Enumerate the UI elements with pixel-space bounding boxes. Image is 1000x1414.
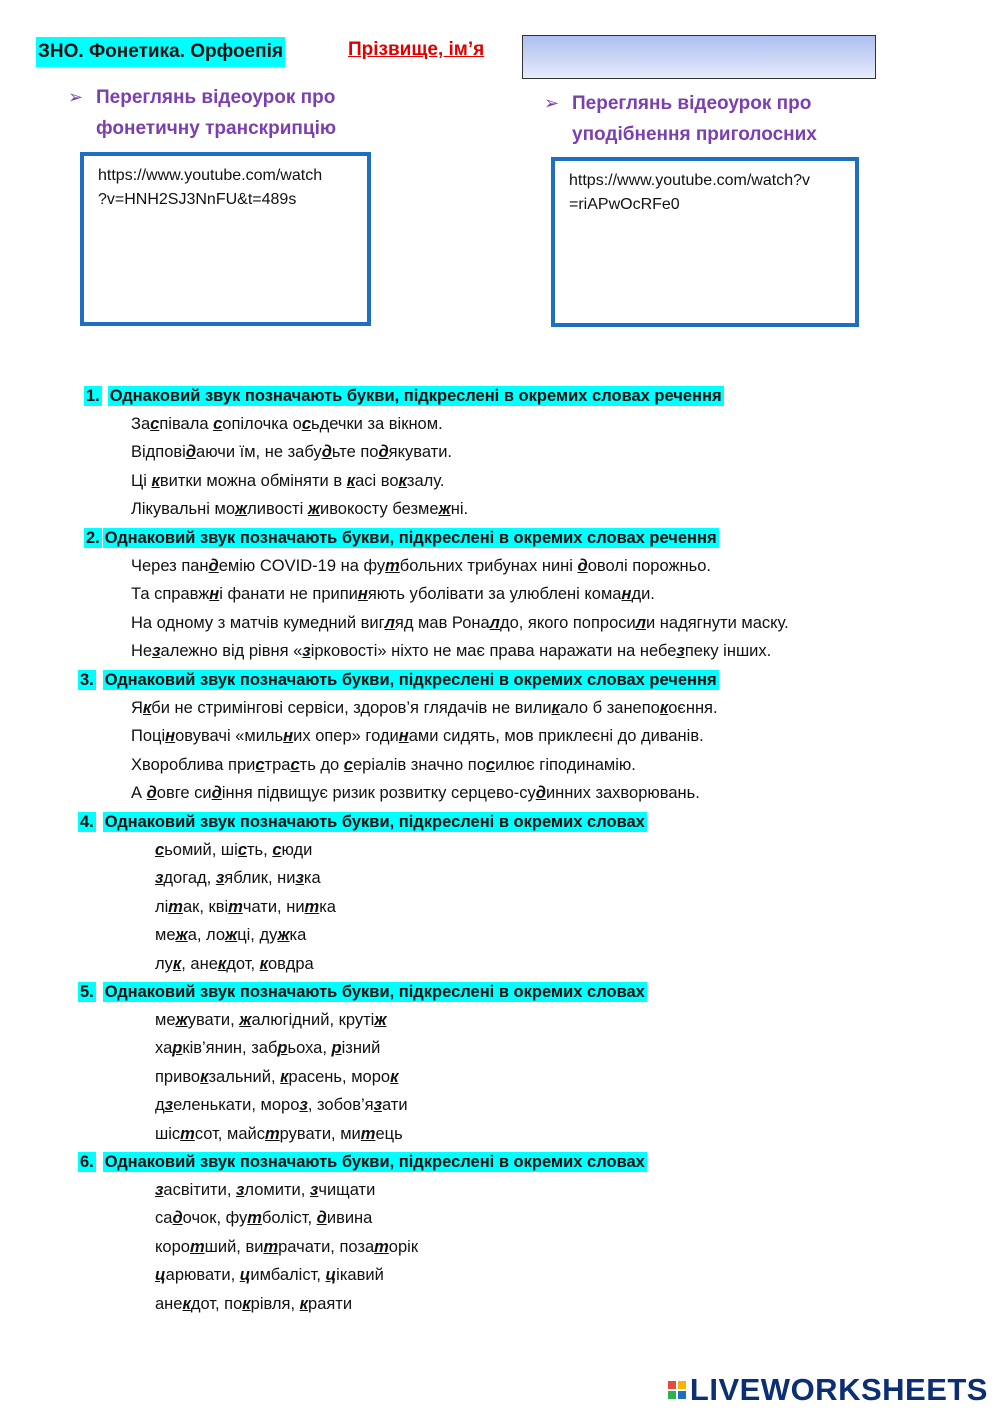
answer-option[interactable] (131, 497, 468, 521)
option-text: арювати, (165, 1266, 240, 1285)
underlined-letter: к (659, 699, 669, 717)
underlined-letter: з (373, 1096, 382, 1115)
underlined-letter: т (180, 1124, 195, 1143)
option-text: ший, ви (204, 1237, 264, 1256)
question-heading (78, 980, 647, 1004)
option-text: якувати. (388, 443, 452, 462)
underlined-letter: ц (325, 1266, 337, 1285)
question-heading (84, 384, 724, 408)
answer-option[interactable] (155, 1093, 408, 1117)
option-text: ні. (450, 500, 469, 519)
logo-square-red (668, 1381, 676, 1389)
option-text: юди (281, 841, 313, 859)
option-text: Відпові (131, 443, 186, 462)
question-instruction: Однаковий звук позначають букви, підкреслені в окремих словах речення (104, 529, 717, 547)
option-text: яють уболівати за улюблені кома (367, 585, 622, 604)
answer-option[interactable] (155, 1178, 375, 1202)
option-text: ка (289, 926, 307, 945)
option-text: витки можна обміняти в (159, 471, 347, 490)
question-number: 2. (86, 529, 100, 547)
underlined-letter: ж (239, 1011, 252, 1029)
option-text: яблик, ни (224, 869, 296, 888)
option-text: догад, (163, 869, 216, 888)
question-heading (84, 526, 719, 550)
underlined-letter: з (155, 1181, 164, 1199)
option-text: увати, (187, 1011, 240, 1029)
option-text: ків’янин, заб (182, 1039, 278, 1058)
video-link-2-line1[interactable]: https://www.youtube.com/watch?v (569, 172, 810, 189)
option-text: рачати, поза (278, 1237, 375, 1256)
question-number: 4. (80, 813, 94, 831)
name-label: Прізвище, ім’я (348, 39, 485, 60)
question-number: 3. (80, 671, 94, 689)
underlined-letter: с (150, 415, 160, 433)
option-text: шіс (155, 1124, 181, 1143)
option-text: іння підвищує ризик розвитку серцево-су (221, 784, 536, 803)
underlined-letter: л (384, 613, 395, 632)
underlined-letter: з (676, 642, 685, 661)
option-text: ірковості» ніхто не має права наражати на небе (310, 642, 677, 661)
option-text: лу (155, 954, 173, 973)
underlined-letter: т (264, 1124, 280, 1143)
logo-square-blue (678, 1391, 686, 1399)
underlined-letter: д (378, 443, 389, 462)
underlined-letter: н (165, 727, 176, 746)
underlined-letter: с (301, 415, 311, 433)
option-text: би не стримінгові сервіси, здоров’я глядачів не вили (151, 699, 552, 717)
option-text: На одному з матчів кумедний виг (131, 613, 385, 632)
video-link-2-line2[interactable]: =riAPwOcRFe0 (569, 196, 680, 213)
option-text: дот, по (190, 1294, 243, 1313)
option-text: илює гіподинамію. (495, 755, 636, 774)
underlined-letter: ж (225, 926, 238, 945)
underlined-letter: т (304, 897, 320, 916)
option-text: алежно від рівня « (160, 642, 303, 661)
option-text: инних захворювань. (545, 784, 700, 803)
liveworksheets-logo (668, 1372, 988, 1408)
option-text: сот, майс (194, 1124, 265, 1143)
option-text: коро (155, 1237, 190, 1256)
option-text: опілочка о (222, 415, 302, 433)
answer-option[interactable] (155, 866, 321, 890)
option-text: , ане (181, 954, 218, 973)
option-text: чищати (318, 1181, 376, 1199)
underlined-letter: ж (307, 500, 320, 519)
underlined-letter: с (213, 415, 223, 433)
answer-option[interactable] (131, 440, 452, 464)
worksheet-title: ЗНО. Фонетика. Орфоепія (36, 37, 285, 67)
underlined-letter: т (360, 1124, 376, 1143)
question-number: 5. (80, 983, 94, 1001)
option-text: ка (303, 869, 321, 888)
answer-option[interactable] (155, 895, 336, 919)
underlined-letter: р (331, 1039, 342, 1058)
option-text: оволі порожньо. (587, 557, 711, 575)
video-heading-2 (544, 88, 817, 150)
question-instruction: Однаковий звук позначають букви, підкреслені в окремих словах (104, 983, 645, 1001)
underlined-letter: с (155, 841, 165, 859)
option-text: Хвороблива при (131, 755, 256, 774)
answer-option[interactable] (131, 724, 704, 748)
video-link-box-1[interactable] (80, 152, 371, 326)
option-text: дот, (226, 954, 260, 973)
option-text: залу. (406, 471, 445, 490)
option-text: д (155, 1096, 165, 1115)
option-text: асі во (355, 471, 399, 490)
underlined-letter: з (152, 642, 161, 661)
question-heading (78, 1150, 647, 1174)
logo-square-green (668, 1391, 676, 1399)
option-text: ломити, (244, 1181, 310, 1199)
underlined-letter: к (259, 954, 268, 973)
underlined-letter: с (255, 755, 265, 774)
underlined-letter: ж (235, 500, 248, 519)
option-text: Лікувальні мо (131, 500, 236, 519)
option-text: раяти (308, 1294, 353, 1313)
option-text: ивина (326, 1209, 373, 1228)
underlined-letter: л (489, 613, 500, 632)
underlined-letter: т (247, 1209, 262, 1228)
option-text: Через пан (131, 557, 209, 575)
underlined-letter: з (295, 869, 304, 888)
answer-option[interactable] (131, 582, 655, 606)
underlined-letter: д (172, 1209, 183, 1228)
option-text: ть, (247, 841, 273, 859)
option-text: аючи їм, не забу (196, 443, 322, 462)
underlined-letter: к (182, 1294, 191, 1313)
underlined-letter: д (577, 557, 588, 575)
option-text: ьоха, (287, 1039, 332, 1058)
answer-option[interactable] (131, 469, 444, 493)
question-number: 1. (86, 387, 100, 405)
option-text: их опер» годи (293, 727, 399, 746)
option-text: Ці (131, 471, 152, 490)
video-heading-1 (68, 82, 337, 144)
option-text: расень, моро (288, 1067, 391, 1086)
underlined-letter: р (172, 1039, 183, 1058)
underlined-letter: к (142, 699, 152, 717)
answer-option[interactable] (131, 753, 636, 777)
option-text: Та справж (131, 585, 210, 604)
option-text: За (131, 415, 151, 433)
option-text: ане (155, 1294, 183, 1313)
option-text: Не (131, 642, 153, 661)
underlined-letter: ц (155, 1266, 166, 1285)
underlined-letter: д (321, 443, 332, 462)
option-text: ами сидять, мов приклеєні до диванів. (408, 727, 704, 746)
option-text: ікавий (336, 1266, 384, 1285)
answer-option[interactable] (155, 1206, 372, 1230)
option-text: ка (319, 897, 336, 916)
option-text: ьомий, ші (164, 841, 238, 859)
question-instruction: Однаковий звук позначають букви, підкреслені в окремих словах (104, 1153, 645, 1171)
option-text: зальний, (208, 1067, 281, 1086)
underlined-letter: ж (175, 1011, 188, 1029)
underlined-letter: к (217, 954, 227, 973)
option-text: ме (155, 926, 176, 945)
answer-option[interactable] (155, 1036, 380, 1060)
option-text: приво (155, 1067, 201, 1086)
underlined-letter: с (237, 841, 247, 859)
underlined-letter: д (208, 557, 219, 575)
underlined-letter: т (263, 1237, 279, 1256)
underlined-letter: к (200, 1067, 209, 1086)
underlined-letter: к (172, 954, 182, 973)
underlined-letter: з (155, 869, 164, 888)
option-text: тра (264, 755, 291, 774)
answer-option[interactable] (131, 554, 711, 578)
option-text: Поці (131, 727, 166, 746)
underlined-letter: к (299, 1294, 309, 1313)
underlined-letter: ж (374, 1011, 387, 1029)
answer-option[interactable] (155, 1065, 398, 1089)
answer-option[interactable] (131, 412, 443, 436)
underlined-letter: с (343, 755, 353, 774)
underlined-letter: ж (175, 926, 188, 945)
underlined-letter: с (290, 755, 300, 774)
option-text: рувати, ми (279, 1124, 361, 1143)
option-text: асвітити, (163, 1181, 236, 1199)
option-text: болiст, (261, 1209, 317, 1228)
video-heading-1-line2: фонетичну транскрипцію (96, 118, 337, 139)
underlined-letter: к (280, 1067, 289, 1086)
underlined-letter: т (385, 557, 400, 575)
video-heading-2-line2: уподібнення приголосних (572, 124, 817, 145)
underlined-letter: д (211, 784, 222, 803)
question-heading (78, 668, 719, 692)
underlined-letter: н (209, 585, 220, 604)
option-text: ці, ду (237, 926, 278, 945)
option-text: ьте по (331, 443, 379, 462)
option-text: і фанати не припи (219, 585, 358, 604)
video-link-1-line2[interactable]: ?v=HNH2SJ3NnFU&t=489s (98, 191, 297, 208)
option-text: пеку інших. (684, 642, 772, 661)
underlined-letter: р (277, 1039, 288, 1058)
option-text: , зобов’я (307, 1096, 374, 1115)
underlined-letter: н (398, 727, 409, 746)
option-text: оєння. (668, 699, 718, 717)
option-text: ди. (631, 585, 655, 604)
underlined-letter: д (316, 1209, 327, 1228)
option-text: ха (155, 1039, 173, 1058)
underlined-letter: з (302, 642, 311, 661)
name-input-field[interactable] (522, 35, 876, 79)
option-text: чати, ни (242, 897, 305, 916)
underlined-letter: н (357, 585, 368, 604)
option-text: яд мав Рона (394, 613, 490, 632)
underlined-letter: з (299, 1096, 308, 1115)
answer-option[interactable] (155, 1122, 403, 1146)
option-text: рівля, (250, 1294, 300, 1313)
answer-option[interactable] (155, 1235, 418, 1259)
underlined-letter: т (168, 897, 183, 916)
underlined-letter: н (283, 727, 294, 746)
logo-text: LIVEWORKSHEETS (689, 1372, 988, 1407)
question-instruction: Однаковий звук позначають букви, підкреслені в окремих словах речення (104, 671, 717, 689)
arrow-bullet-icon: ➢ (68, 87, 84, 107)
underlined-letter: ц (239, 1266, 251, 1285)
underlined-letter: к (390, 1067, 399, 1086)
answer-option[interactable] (155, 838, 312, 862)
option-text: емію COVID-19 на фу (218, 557, 386, 575)
logo-squares-icon (668, 1381, 686, 1399)
answer-option[interactable] (131, 639, 771, 663)
option-text: до, якого попроси (499, 613, 636, 632)
option-text: ивокосту безме (320, 500, 439, 519)
option-text: очок, фу (182, 1209, 248, 1228)
underlined-letter: з (215, 869, 225, 888)
option-text: Я (131, 699, 143, 717)
option-text: еріалів значно по (352, 755, 486, 774)
question-instruction: Однаковий звук позначають букви, підкреслені в окремих словах (104, 813, 645, 831)
option-text: имбаліст, (250, 1266, 326, 1285)
option-text: ливості (247, 500, 308, 519)
arrow-bullet-icon: ➢ (544, 93, 560, 113)
option-text: еленькати, моро (173, 1096, 300, 1115)
answer-option[interactable] (155, 1292, 352, 1316)
question-heading (78, 810, 647, 834)
underlined-letter: к (398, 471, 407, 490)
underlined-letter: с (272, 841, 282, 859)
logo-square-yellow (678, 1381, 686, 1389)
underlined-letter: д (535, 784, 546, 803)
underlined-letter: к (346, 471, 356, 490)
option-text: больних трибунах нині (399, 557, 578, 575)
option-text: лі (155, 897, 169, 916)
video-heading-1-line1: Переглянь відеоурок про (96, 87, 336, 108)
video-heading-2-line1: Переглянь відеоурок про (572, 93, 812, 114)
underlined-letter: д (146, 784, 157, 803)
option-text: ізний (341, 1039, 381, 1058)
underlined-letter: т (228, 897, 243, 916)
option-text: ьдечки за вікном. (311, 415, 443, 433)
answer-option[interactable] (131, 611, 789, 635)
option-text: и надягнути маску. (645, 613, 789, 632)
answer-option[interactable] (155, 1263, 384, 1287)
underlined-letter: д (185, 443, 197, 462)
option-text: орік (388, 1237, 419, 1256)
option-text: овувачі «миль (175, 727, 284, 746)
option-text: а, ло (187, 926, 226, 945)
option-text: ме (155, 1011, 176, 1029)
video-link-box-2[interactable] (551, 157, 859, 327)
option-text: півала (159, 415, 214, 433)
option-text: ець (375, 1124, 403, 1143)
option-text: ало б занепо (559, 699, 660, 717)
underlined-letter: к (151, 471, 160, 490)
underlined-letter: з (236, 1181, 245, 1199)
underlined-letter: н (621, 585, 632, 604)
underlined-letter: з (309, 1181, 319, 1199)
answer-option[interactable] (155, 1008, 386, 1032)
underlined-letter: ж (438, 500, 451, 519)
option-text: ть до (299, 755, 344, 774)
underlined-letter: ж (277, 926, 290, 945)
underlined-letter: к (242, 1294, 251, 1313)
underlined-letter: т (189, 1237, 205, 1256)
answer-option[interactable] (155, 923, 306, 947)
answer-option[interactable] (131, 781, 700, 805)
option-text: алюгідний, крутi (251, 1011, 375, 1029)
underlined-letter: т (374, 1237, 389, 1256)
answer-option[interactable] (131, 696, 718, 720)
question-number: 6. (80, 1153, 94, 1171)
underlined-letter: л (635, 613, 646, 632)
option-text: овге си (156, 784, 212, 803)
answer-option[interactable] (155, 952, 314, 976)
option-text: овдра (268, 954, 314, 973)
underlined-letter: к (551, 699, 560, 717)
underlined-letter: з (164, 1096, 174, 1115)
underlined-letter: с (485, 755, 496, 774)
option-text: ак, кві (182, 897, 229, 916)
option-text: ати (381, 1096, 408, 1115)
question-instruction: Однаковий звук позначають букви, підкреслені в окремих словах речення (109, 387, 722, 405)
video-link-1-line1[interactable]: https://www.youtube.com/watch (98, 167, 323, 184)
option-text: са (155, 1209, 173, 1228)
option-text: А (131, 784, 147, 803)
